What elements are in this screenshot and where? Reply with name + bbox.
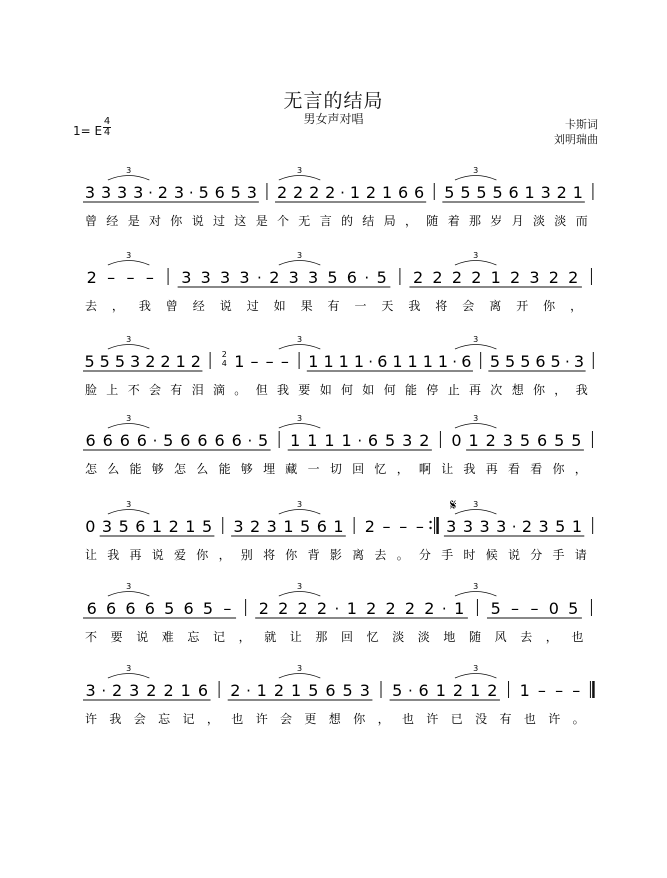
triplet-mark: 3 bbox=[126, 500, 132, 509]
score-system bbox=[85, 251, 591, 313]
note: – bbox=[511, 599, 520, 618]
note: 3 bbox=[129, 681, 140, 700]
note: 6 bbox=[136, 431, 147, 450]
note: 2 bbox=[366, 599, 377, 618]
note: 5 bbox=[99, 352, 110, 371]
note: 6 bbox=[105, 599, 117, 618]
dot-mark: · bbox=[101, 682, 107, 700]
lyric-line: 许 我 会 忘 记 ， 也 许 会 更 想 你 ， 也 许 已 没 有 也 许 。 bbox=[85, 712, 585, 726]
dot-mark: · bbox=[152, 432, 158, 450]
note: 1 bbox=[422, 352, 433, 371]
note: 3 bbox=[84, 183, 96, 202]
note: 2 bbox=[168, 517, 179, 536]
note: – bbox=[280, 352, 289, 371]
note: 3 bbox=[233, 517, 244, 536]
note: 2 bbox=[404, 599, 416, 618]
note: 1 bbox=[572, 183, 583, 202]
score-system bbox=[83, 664, 593, 726]
dot-mark: · bbox=[357, 432, 363, 450]
note: 2 bbox=[163, 681, 174, 700]
dot-mark: · bbox=[256, 269, 262, 287]
note: 5 bbox=[198, 183, 209, 202]
note: 6 bbox=[377, 352, 388, 371]
note: 1 bbox=[341, 431, 352, 450]
triplet-mark: 3 bbox=[297, 500, 303, 509]
note: 1 bbox=[338, 352, 349, 371]
note: – bbox=[537, 681, 546, 700]
note: 5 bbox=[444, 183, 455, 202]
note: 2 bbox=[297, 599, 308, 618]
note: 6 bbox=[346, 268, 357, 287]
note: 3 bbox=[200, 268, 211, 287]
note: 2 bbox=[278, 599, 289, 618]
note: 0 bbox=[548, 599, 559, 618]
note: 3 bbox=[181, 268, 192, 287]
note: 5 bbox=[114, 352, 126, 371]
note: 3 bbox=[219, 268, 231, 287]
lyric-line: 去 ， 我 曾 经 说 过 如 果 有 一 天 我 将 会 离 开 你 ， bbox=[85, 299, 583, 313]
note: 6 bbox=[144, 599, 155, 618]
note: 2 bbox=[258, 599, 269, 618]
note: 2 bbox=[471, 268, 482, 287]
note: 1 bbox=[353, 352, 365, 371]
note: 3 bbox=[246, 183, 257, 202]
note: 6 bbox=[535, 352, 546, 371]
note: 6 bbox=[231, 431, 242, 450]
note: 1 bbox=[180, 681, 191, 700]
note: 2 bbox=[276, 183, 288, 202]
note: 1 bbox=[151, 517, 163, 536]
note: 6 bbox=[316, 517, 327, 536]
note: 5 bbox=[505, 352, 516, 371]
note: 5 bbox=[84, 352, 95, 371]
note: 1 bbox=[571, 517, 583, 536]
song-title: 无言的结局 bbox=[283, 90, 384, 112]
triplet-mark: 3 bbox=[297, 414, 303, 423]
note: 0 bbox=[451, 431, 462, 450]
note: 2 bbox=[364, 517, 375, 536]
note: 3 bbox=[173, 183, 185, 202]
note: 3 bbox=[496, 517, 507, 536]
note: – bbox=[382, 517, 391, 536]
note: – bbox=[145, 268, 154, 287]
note: 3 bbox=[307, 268, 319, 287]
note: 5 bbox=[568, 599, 579, 618]
note: 5 bbox=[476, 183, 487, 202]
note: 1 bbox=[323, 352, 334, 371]
note: 5 bbox=[164, 599, 175, 618]
note: 3 bbox=[359, 681, 370, 700]
note: 3 bbox=[130, 352, 141, 371]
note: 5 bbox=[376, 268, 387, 287]
note: – bbox=[572, 681, 581, 700]
note: 1 bbox=[407, 352, 418, 371]
note: 6 bbox=[85, 431, 96, 450]
note: 2 bbox=[309, 183, 320, 202]
note: 1 bbox=[524, 183, 535, 202]
note: 1 bbox=[435, 681, 446, 700]
triplet-mark: 3 bbox=[297, 251, 303, 260]
note: 5 bbox=[550, 352, 561, 371]
triplet-mark: 3 bbox=[473, 166, 479, 175]
note: 5 bbox=[460, 183, 471, 202]
triplet-mark: 3 bbox=[126, 582, 132, 591]
note: 2 bbox=[521, 517, 533, 536]
dot-mark: · bbox=[408, 682, 413, 700]
note: 2 bbox=[556, 183, 567, 202]
note: 5 bbox=[520, 352, 531, 371]
note: 2 bbox=[86, 268, 97, 287]
note: 1 bbox=[346, 599, 357, 618]
note: 2 bbox=[230, 681, 241, 700]
note: 2 bbox=[273, 681, 285, 700]
note: 5 bbox=[163, 431, 174, 450]
key-signature: 1= E bbox=[73, 124, 103, 138]
note: 5 bbox=[519, 431, 531, 450]
note: 6 bbox=[461, 352, 472, 371]
dot-mark: · bbox=[511, 518, 517, 536]
note: 2 bbox=[293, 183, 304, 202]
dot-mark: · bbox=[188, 184, 194, 202]
note: 6 bbox=[398, 183, 409, 202]
note: 5 bbox=[492, 183, 503, 202]
note: 2 bbox=[365, 183, 377, 202]
triplet-mark: 3 bbox=[126, 335, 132, 344]
note: 6 bbox=[367, 431, 379, 450]
score-system bbox=[83, 582, 591, 644]
note: 3 bbox=[239, 268, 250, 287]
note: – bbox=[250, 352, 259, 371]
note: 3 bbox=[479, 517, 490, 536]
dot-mark: · bbox=[340, 184, 345, 202]
note: 2 bbox=[432, 268, 443, 287]
note: 1 bbox=[349, 183, 361, 202]
note: 2 bbox=[145, 352, 156, 371]
note: 2 bbox=[146, 681, 157, 700]
triplet-mark: 3 bbox=[297, 664, 303, 673]
note: 2 bbox=[451, 268, 463, 287]
note: 6 bbox=[197, 431, 208, 450]
note: 2 bbox=[160, 352, 171, 371]
note: 2 bbox=[111, 681, 123, 700]
note: 6 bbox=[537, 431, 548, 450]
note: 6 bbox=[119, 431, 130, 450]
note: 6 bbox=[183, 599, 194, 618]
lyric-line: 怎 么 能 够 怎 么 能 够 埋 藏 一 切 回 忆 ， 啊 让 我 再 看 看 你 ， bbox=[85, 462, 587, 476]
note: 3 bbox=[402, 431, 413, 450]
note: 1 bbox=[290, 431, 301, 450]
note: 2 bbox=[325, 183, 336, 202]
note: 1 bbox=[381, 183, 393, 202]
note: 2 bbox=[157, 183, 168, 202]
meter-change-top: 2 bbox=[221, 350, 227, 359]
note: 2 bbox=[269, 268, 280, 287]
note: 3 bbox=[538, 517, 549, 536]
note: – bbox=[223, 599, 232, 618]
dot-mark: · bbox=[368, 353, 374, 371]
note: 1 bbox=[468, 431, 479, 450]
note: 2 bbox=[413, 268, 424, 287]
note: 5 bbox=[118, 517, 129, 536]
note: 1 bbox=[333, 517, 344, 536]
note: 3 bbox=[288, 268, 299, 287]
segno-mark: 𝄋 bbox=[450, 496, 457, 514]
note: 3 bbox=[462, 517, 474, 536]
note: 0 bbox=[85, 517, 96, 536]
note: 5 bbox=[202, 599, 214, 618]
note: 1 bbox=[307, 431, 318, 450]
note: – bbox=[555, 681, 564, 700]
score-system bbox=[83, 166, 593, 228]
song-subtitle: 男女声对唱 bbox=[303, 112, 364, 126]
note: 5 bbox=[555, 517, 566, 536]
triplet-mark: 3 bbox=[473, 251, 479, 260]
note: 3 bbox=[101, 517, 113, 536]
triplet-mark: 3 bbox=[297, 166, 303, 175]
note: 1 bbox=[283, 517, 294, 536]
note: – bbox=[415, 517, 424, 536]
dot-mark: · bbox=[452, 353, 458, 371]
note: 1 bbox=[234, 352, 245, 371]
note: – bbox=[530, 599, 539, 618]
note: 1 bbox=[470, 681, 481, 700]
note: 3 bbox=[573, 352, 585, 371]
triplet-mark: 3 bbox=[126, 166, 132, 175]
note: 2 bbox=[452, 681, 464, 700]
note: 1 bbox=[291, 681, 302, 700]
triplet-mark: 3 bbox=[126, 414, 132, 423]
note: 3 bbox=[446, 517, 457, 536]
note: – bbox=[265, 352, 274, 371]
note: 2 bbox=[424, 599, 435, 618]
note: 5 bbox=[571, 431, 582, 450]
note: 6 bbox=[197, 681, 209, 700]
note: 1 bbox=[454, 599, 465, 618]
note: 5 bbox=[230, 183, 241, 202]
note: 2 bbox=[548, 268, 559, 287]
note: 6 bbox=[418, 681, 429, 700]
note: 6 bbox=[214, 183, 225, 202]
note: 2 bbox=[250, 517, 261, 536]
note: 6 bbox=[325, 681, 336, 700]
note: 5 bbox=[300, 517, 311, 536]
note: 1 bbox=[519, 681, 530, 700]
note: 5 bbox=[308, 681, 319, 700]
dot-mark: · bbox=[364, 269, 370, 287]
time-signature-top: 4 bbox=[103, 116, 111, 127]
note: 5 bbox=[201, 517, 213, 536]
note: 2 bbox=[485, 431, 496, 450]
note: 2 bbox=[385, 599, 396, 618]
lyric-line: 曾 经 是 对 你 说 过 这 是 个 无 言 的 结 局 ， 随 着 那 岁 月 淡 淡 而 bbox=[85, 214, 588, 228]
score-system bbox=[83, 335, 593, 397]
dot-mark: · bbox=[441, 600, 447, 618]
dot-mark: · bbox=[246, 682, 251, 700]
note: 5 bbox=[554, 431, 565, 450]
lyric-line: 不 要 说 难 忘 记 ， 就 让 那 回 忆 淡 淡 地 随 风 去 ， 也 bbox=[85, 630, 584, 644]
note: 6 bbox=[180, 431, 191, 450]
note: 3 bbox=[133, 183, 144, 202]
triplet-mark: 3 bbox=[473, 500, 479, 509]
note: 6 bbox=[102, 431, 113, 450]
time-signature-bottom: 4 bbox=[103, 127, 111, 138]
note: 2 bbox=[419, 431, 430, 450]
note: 2 bbox=[568, 268, 579, 287]
note: 5 bbox=[327, 268, 338, 287]
note: 1 bbox=[437, 352, 449, 371]
triplet-mark: 3 bbox=[473, 664, 479, 673]
dot-mark: · bbox=[247, 432, 253, 450]
dot-mark: · bbox=[148, 184, 153, 202]
note: 6 bbox=[214, 431, 225, 450]
note: 3 bbox=[85, 681, 96, 700]
note: 1 bbox=[256, 681, 267, 700]
note: 2 bbox=[190, 352, 201, 371]
note: 5 bbox=[342, 681, 353, 700]
note: 1 bbox=[490, 268, 501, 287]
dot-mark: · bbox=[334, 600, 340, 618]
note: – bbox=[126, 268, 135, 287]
triplet-mark: 3 bbox=[126, 251, 132, 260]
score-system bbox=[85, 500, 593, 562]
note: 6 bbox=[86, 599, 97, 618]
note: 6 bbox=[125, 599, 136, 618]
score-system bbox=[83, 414, 592, 476]
note: 5 bbox=[257, 431, 269, 450]
lyric-line: 脸 上 不 会 有 泪 滴 。 但 我 要 如 何 如 何 能 停 止 再 次 想 你 ， 我 bbox=[85, 383, 588, 397]
note: 1 bbox=[324, 431, 335, 450]
note: 2 bbox=[487, 681, 498, 700]
triplet-mark: 3 bbox=[473, 582, 479, 591]
note: – bbox=[399, 517, 408, 536]
note: 6 bbox=[508, 183, 519, 202]
note: 3 bbox=[529, 268, 540, 287]
lyricist-credit: 卡斯词 bbox=[565, 118, 598, 131]
note: – bbox=[107, 268, 116, 287]
note: 5 bbox=[384, 431, 396, 450]
note: 1 bbox=[185, 517, 196, 536]
triplet-mark: 3 bbox=[297, 335, 303, 344]
composer-credit: 刘明瑞曲 bbox=[554, 133, 598, 146]
lyric-line: 让 我 再 说 爱 你 ， 别 将 你 背 影 离 去 。 分 手 时 候 说 分 手 请 bbox=[85, 548, 587, 562]
note: 3 bbox=[266, 517, 277, 536]
note: 5 bbox=[489, 352, 501, 371]
note: 3 bbox=[100, 183, 112, 202]
triplet-mark: 3 bbox=[126, 664, 132, 673]
note: 2 bbox=[316, 599, 328, 618]
note: 3 bbox=[502, 431, 513, 450]
note: 3 bbox=[117, 183, 128, 202]
triplet-mark: 3 bbox=[473, 335, 479, 344]
note: 1 bbox=[392, 352, 403, 371]
note: 6 bbox=[135, 517, 146, 536]
dot-mark: · bbox=[564, 353, 570, 371]
note: 1 bbox=[308, 352, 319, 371]
note: 5 bbox=[490, 599, 501, 618]
meter-change-bottom: 4 bbox=[221, 359, 227, 368]
note: 6 bbox=[414, 183, 425, 202]
note: 3 bbox=[540, 183, 551, 202]
note: 2 bbox=[509, 268, 521, 287]
note: 1 bbox=[175, 352, 186, 371]
note: 5 bbox=[392, 681, 403, 700]
triplet-mark: 3 bbox=[297, 582, 303, 591]
triplet-mark: 3 bbox=[473, 414, 479, 423]
